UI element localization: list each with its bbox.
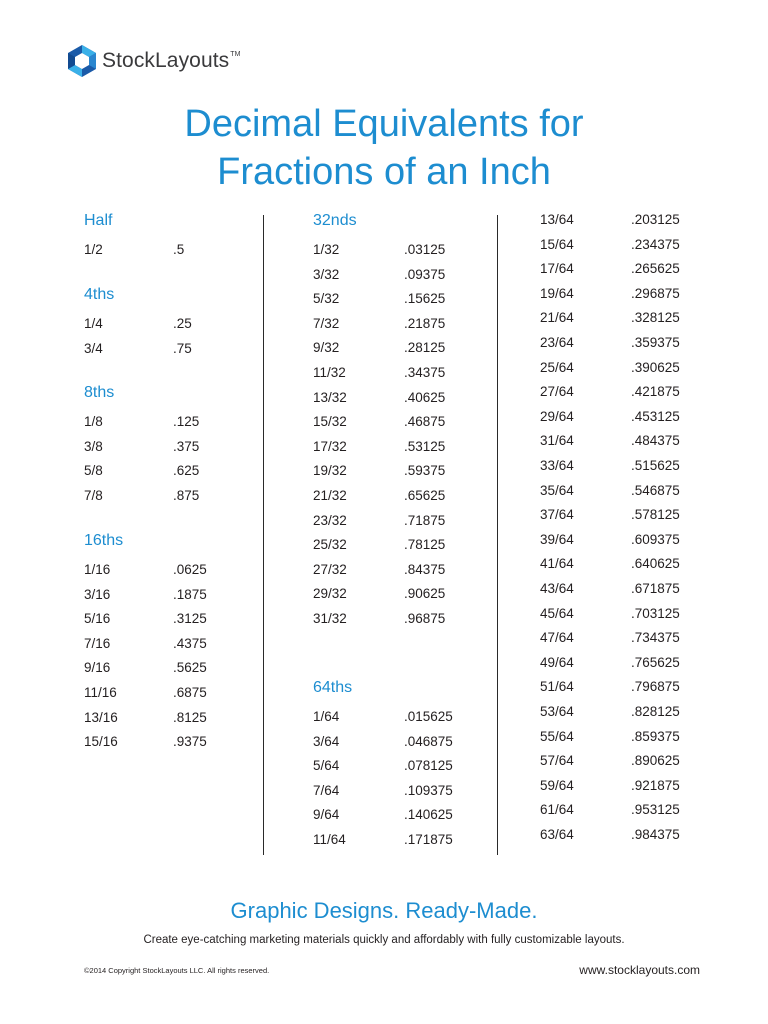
fraction-cell: 31/32 (313, 611, 347, 626)
decimal-cell: .046875 (404, 733, 453, 749)
fraction-cell: 11/16 (84, 685, 117, 700)
fraction-cell: 3/4 (84, 340, 103, 356)
copyright-notice: ©2014 Copyright StockLayouts LLC. All rights reserved. (84, 966, 270, 975)
section-title: 64ths (313, 679, 353, 696)
fraction-cell: 1/64 (313, 709, 340, 724)
decimal-cell: .109375 (404, 782, 453, 798)
decimal-cell: .265625 (631, 261, 680, 277)
fraction-cell: 7/16 (84, 635, 111, 651)
fraction-cell: 17/32 (313, 438, 347, 454)
decimal-cell: .484375 (631, 433, 680, 449)
fraction-cell: 13/16 (84, 709, 118, 725)
title-line-2: Fractions of an Inch (217, 151, 551, 193)
fraction-cell: 61/64 (540, 802, 574, 818)
decimal-cell: .921875 (631, 777, 680, 793)
decimal-cell: .1875 (173, 586, 207, 602)
fraction-cell: 7/32 (313, 315, 340, 331)
fraction-cell: 19/32 (313, 463, 347, 479)
fraction-cell: 17/64 (540, 261, 574, 277)
decimal-cell: .90625 (404, 586, 446, 602)
decimal-cell: .328125 (631, 310, 680, 326)
fraction-cell: 27/32 (313, 561, 347, 577)
fraction-cell: 1/4 (84, 316, 103, 331)
decimal-cell: .53125 (404, 438, 446, 454)
decimal-cell: .515625 (631, 458, 680, 473)
fraction-cell: 51/64 (540, 679, 574, 695)
fraction-cell: 1/32 (313, 242, 340, 257)
decimal-cell: .25 (173, 316, 192, 331)
fraction-cell: 49/64 (540, 654, 574, 670)
fraction-cell: 1/8 (84, 414, 103, 429)
fraction-cell: 5/16 (84, 611, 111, 627)
footer-subline: Create eye-catching marketing materials quickly and affordably with fully customizable layouts. (143, 934, 625, 946)
decimal-cell: .875 (173, 487, 200, 503)
website-link[interactable]: www.stocklayouts.com (579, 963, 700, 977)
fraction-cell: 9/64 (313, 807, 340, 823)
decimal-cell: .375 (173, 438, 200, 454)
decimal-cell: .671875 (631, 581, 680, 596)
fraction-cell: 9/16 (84, 660, 111, 676)
decimal-cell: .828125 (631, 704, 680, 719)
fraction-cell: 7/8 (84, 487, 103, 503)
fraction-cell: 59/64 (540, 777, 574, 793)
decimal-cell: .140625 (404, 807, 453, 823)
title-line-1: Decimal Equivalents for (184, 103, 584, 145)
decimal-cell: .28125 (404, 340, 446, 356)
fraction-cell: 55/64 (540, 728, 574, 744)
decimal-cell: .46875 (404, 414, 446, 430)
section-title: 8ths (84, 384, 115, 401)
page-title (0, 100, 768, 196)
decimal-cell: .203125 (631, 212, 680, 227)
fraction-cell: 1/2 (84, 242, 103, 257)
fraction-cell: 31/64 (540, 433, 574, 449)
decimal-cell: .015625 (404, 709, 453, 724)
fraction-cell: 3/16 (84, 586, 111, 602)
decimal-cell: .3125 (173, 611, 207, 627)
fraction-cell: 11/64 (313, 832, 346, 847)
fraction-cell: 33/64 (540, 458, 574, 473)
fraction-cell: 25/32 (313, 537, 347, 553)
decimal-cell: .4375 (173, 635, 207, 651)
fraction-cell: 41/64 (540, 556, 574, 572)
decimal-cell: .03125 (404, 242, 446, 257)
decimal-cell: .0625 (173, 562, 207, 577)
decimal-cell: .296875 (631, 285, 680, 301)
decimal-cell: .171875 (404, 832, 453, 847)
decimal-cell: .6875 (173, 685, 207, 700)
decimal-cell: .34375 (404, 365, 446, 380)
decimal-cell: .65625 (404, 488, 446, 503)
fraction-cell: 9/32 (313, 340, 340, 356)
fraction-cell: 63/64 (540, 827, 574, 842)
fraction-cell: 27/64 (540, 384, 574, 400)
decimal-cell: .734375 (631, 630, 680, 646)
decimal-cell: .390625 (631, 359, 680, 375)
decimal-cell: .453125 (631, 408, 680, 424)
fraction-cell: 57/64 (540, 753, 574, 769)
fraction-cell: 21/64 (540, 310, 574, 326)
decimal-cell: .125 (173, 414, 200, 429)
decimal-cell: .765625 (631, 654, 680, 670)
decimal-cell: .09375 (404, 266, 446, 282)
fraction-cell: 29/32 (313, 586, 347, 602)
fraction-cell: 21/32 (313, 488, 347, 503)
fraction-cell: 13/32 (313, 389, 347, 405)
decimal-cell: .59375 (404, 463, 446, 479)
fraction-cell: 43/64 (540, 581, 574, 596)
section-title: 4ths (84, 286, 115, 303)
decimal-cell: .15625 (404, 291, 446, 307)
fraction-cell: 5/32 (313, 291, 340, 307)
decimal-cell: .421875 (631, 384, 680, 400)
decimal-cell: .796875 (631, 679, 680, 695)
column-divider (263, 215, 264, 855)
fraction-cell: 23/32 (313, 512, 347, 528)
fraction-cell: 15/32 (313, 414, 347, 430)
fraction-cell: 23/64 (540, 335, 574, 350)
fraction-cell: 13/64 (540, 212, 574, 227)
decimal-cell: .578125 (631, 507, 680, 523)
decimal-cell: .359375 (631, 335, 680, 350)
decimal-cell: .609375 (631, 531, 680, 547)
fraction-cell: 5/64 (313, 758, 340, 774)
decimal-cell: .546875 (631, 482, 680, 498)
fraction-cell: 35/64 (540, 482, 574, 498)
fraction-cell: 3/8 (84, 438, 103, 454)
fraction-cell: 15/64 (540, 236, 574, 252)
decimal-cell: .96875 (404, 611, 446, 626)
decimal-cell: .84375 (404, 561, 446, 577)
fraction-cell: 3/32 (313, 266, 340, 282)
decimal-cell: .71875 (404, 512, 446, 528)
decimal-cell: .21875 (404, 315, 446, 331)
decimal-cell: .625 (173, 463, 200, 479)
decimal-cell: .984375 (631, 827, 680, 842)
brand-name: StockLayouts™ (102, 49, 241, 72)
decimal-cell: .40625 (404, 389, 446, 405)
column-divider (497, 215, 498, 855)
decimal-cell: .703125 (631, 605, 680, 621)
decimal-cell: .859375 (631, 728, 680, 744)
decimal-cell: .75 (173, 340, 192, 356)
fraction-cell: 45/64 (540, 605, 574, 621)
decimal-cell: .78125 (404, 537, 446, 553)
fraction-cell: 25/64 (540, 359, 574, 375)
decimal-cell: .890625 (631, 753, 680, 769)
fraction-cell: 11/32 (313, 365, 346, 380)
decimal-cell: .8125 (173, 709, 207, 725)
decimal-cell: .5625 (173, 660, 207, 676)
fraction-cell: 19/64 (540, 285, 574, 301)
fraction-cell: 7/64 (313, 782, 340, 798)
fraction-cell: 29/64 (540, 408, 574, 424)
fraction-cell: 37/64 (540, 507, 574, 523)
section-title: 32nds (313, 212, 357, 229)
stocklayouts-logo-icon (66, 44, 98, 78)
fraction-cell: 1/16 (84, 562, 111, 577)
section-title: Half (84, 212, 113, 229)
fraction-cell: 53/64 (540, 704, 574, 719)
footer-tagline: Graphic Designs. Ready-Made. (230, 898, 538, 923)
brand-logo (66, 44, 241, 78)
decimal-cell: .5 (173, 242, 185, 257)
decimal-cell: .078125 (404, 758, 453, 774)
fraction-cell: 39/64 (540, 531, 574, 547)
fraction-cell: 3/64 (313, 733, 340, 749)
fraction-cell: 47/64 (540, 630, 574, 646)
decimal-cell: .953125 (631, 802, 680, 818)
fraction-cell: 15/16 (84, 734, 118, 750)
section-title: 16ths (84, 532, 124, 549)
decimal-cell: .640625 (631, 556, 680, 572)
fraction-cell: 5/8 (84, 463, 103, 479)
decimal-cell: .9375 (173, 734, 207, 750)
decimal-cell: .234375 (631, 236, 680, 252)
